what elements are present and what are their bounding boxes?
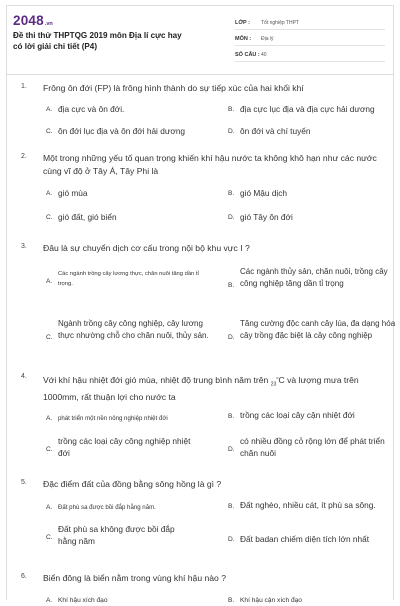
option-d[interactable] [225,126,397,138]
meta-label-subject: MÔN : [235,36,252,42]
question-number: 1. [21,83,27,90]
question-2 [15,152,387,222]
option-b[interactable] [225,410,397,422]
option-text: Các ngành trồng cây lương thực, chăn nuôi tăng dần tỉ trọng. [58,271,199,287]
meta-row-subject [235,30,385,46]
option-b[interactable] [225,596,397,606]
question-number: 4. [21,373,27,380]
option-letter: A. [46,106,53,113]
option-letter: D. [228,334,235,341]
option-d[interactable] [225,318,397,342]
question-text: Với khí hậu nhiệt đới gió mùa, nhiệt độ trung bình năm trên $_{23}^o$C và lượng mưa trên 1000mm, rất thuận lợi cho nước ta [43,374,359,403]
option-letter: A. [46,415,53,422]
question-text: Frông ôn đới (FP) là frông hình thành do sự tiếp xúc của hai khối khí [43,83,304,93]
option-letter: D. [228,128,235,135]
option-letter: C. [46,534,53,541]
option-text: gió Tây ôn đới [240,212,293,222]
exam-page [6,5,396,604]
option-letter: B. [228,413,235,420]
option-d[interactable] [225,534,397,546]
meta-label-count: SỐ CÂU : [235,52,260,58]
option-letter: A. [46,597,53,604]
question-text: Đặc điểm đất của đồng bằng sông hồng là gì ? [43,479,222,489]
option-text: gió đất, gió biển [58,212,117,222]
option-text: ôn đới lục địa và ôn đới hải dương [58,126,186,136]
option-letter: C. [46,214,53,221]
question-1 [15,82,387,136]
meta-value-subject: Địa lý [261,36,274,42]
question-number: 2. [21,153,27,160]
option-text: Đất badan chiếm diện tích lớn nhất [240,534,370,544]
exam-meta [235,14,385,62]
meta-label-class: LỚP : [235,20,250,26]
option-c[interactable] [43,126,215,138]
option-text: Đất nghèo, nhiều cát, ít phù sa sông. [240,500,376,510]
option-a[interactable] [43,414,215,424]
option-text: Khí hậu cận xích đạo [240,597,302,604]
question-text: Một trong những yếu tố quan trọng khiến khí hậu nước ta không khô hạn như các nước cùng vĩ độ ở Tây Á, Tây Phi là [43,153,377,176]
option-letter: D. [228,214,235,221]
option-letter: C. [46,446,53,453]
option-text: gió Mậu dịch [240,188,288,198]
option-b[interactable] [225,500,397,512]
option-a[interactable] [43,270,215,289]
option-text: địa cực và ôn đới. [58,104,125,114]
site-logo[interactable] [13,12,53,28]
option-a[interactable] [43,188,215,200]
logo-main-text: 2048 [13,13,44,28]
option-text: Ngành trồng cây công nghiệp, cây lương thực nhường chỗ cho chăn nuôi, thủy sản. [58,319,209,340]
option-letter: D. [228,446,235,453]
option-text: trồng các loại cây cận nhiệt đới [240,410,355,420]
question-5 [15,478,387,546]
question-6 [15,572,387,604]
option-text: Khí hậu xích đạo [58,597,108,604]
option-c[interactable] [43,318,215,342]
option-text: địa cực lục địa và địa cực hải dương [240,104,375,114]
option-letter: B. [228,503,235,510]
option-b[interactable] [225,104,397,116]
option-text: Các ngành thủy sản, chăn nuôi, trồng cây công nghiệp tăng dần tỉ trọng [240,267,388,288]
option-letter: A. [46,278,53,285]
option-b[interactable] [225,188,397,200]
question-text-after: và lượng mưa trên 1000mm, rất thuận lợi cho nước ta [43,374,359,403]
option-a[interactable] [43,503,215,513]
option-c[interactable] [43,524,215,547]
option-d[interactable] [225,212,397,224]
option-text: gió mùa [58,188,88,198]
option-c[interactable] [43,212,215,224]
question-3 [15,242,396,341]
temperature-value: 23 [270,381,277,388]
question-number: 3. [21,243,27,250]
option-a[interactable] [43,596,215,606]
option-text: ôn đới và chí tuyến [240,126,311,136]
question-4 [15,372,387,458]
option-text: có nhiều đồng cỏ rộng lớn để phát triển chăn nuôi [240,436,385,458]
option-text: Đất phù sa được bồi đắp hằng năm. [58,504,156,511]
meta-row-count [235,46,385,62]
option-b[interactable] [225,266,397,290]
option-letter: C. [46,334,53,341]
option-text: Đất phù sa không được bồi đắp hằng năm [58,524,175,546]
header-divider [7,74,393,75]
option-letter: C. [46,128,53,135]
exam-title: Đề thi thử THPTQG 2019 môn Địa lí cực hay có lời giải chi tiết (P4) [13,31,182,51]
exam-header [7,6,393,66]
question-text: Biển đông là biển nằm trong vùng khí hậu nào ? [43,573,226,583]
meta-value-class: Tốt nghiệp THPT [261,20,299,26]
option-letter: B. [228,597,235,604]
option-a[interactable] [43,104,215,116]
option-c[interactable] [43,436,215,459]
option-letter: B. [228,282,235,289]
meta-value-count: 40 [261,52,267,58]
meta-row-class [235,14,385,30]
option-letter: A. [46,190,53,197]
question-number: 5. [21,479,27,486]
option-d[interactable] [225,436,397,459]
option-text: trồng các loại cây công nghiệp nhiệt đới [58,436,191,458]
logo-sub-text: .vn [44,21,53,27]
question-text: Đâu là sự chuyển dịch cơ cấu trong nội bộ khu vực I ? [43,243,250,253]
option-letter: B. [228,106,235,113]
option-letter: B. [228,190,235,197]
question-text-before: Với khí hậu nhiệt đới gió mùa, nhiệt độ trung bình năm trên [43,374,271,385]
option-text: phát triển một nền nông nghiệp nhiệt đới [58,415,168,422]
option-text: Tăng cường độc canh cây lúa, đa dạng hóa cây trồng đặc biệt là cây công nghiệp [240,319,396,340]
option-letter: A. [46,504,53,511]
question-number: 6. [21,573,27,580]
option-letter: D. [228,536,235,543]
temperature-unit: C [278,374,285,385]
